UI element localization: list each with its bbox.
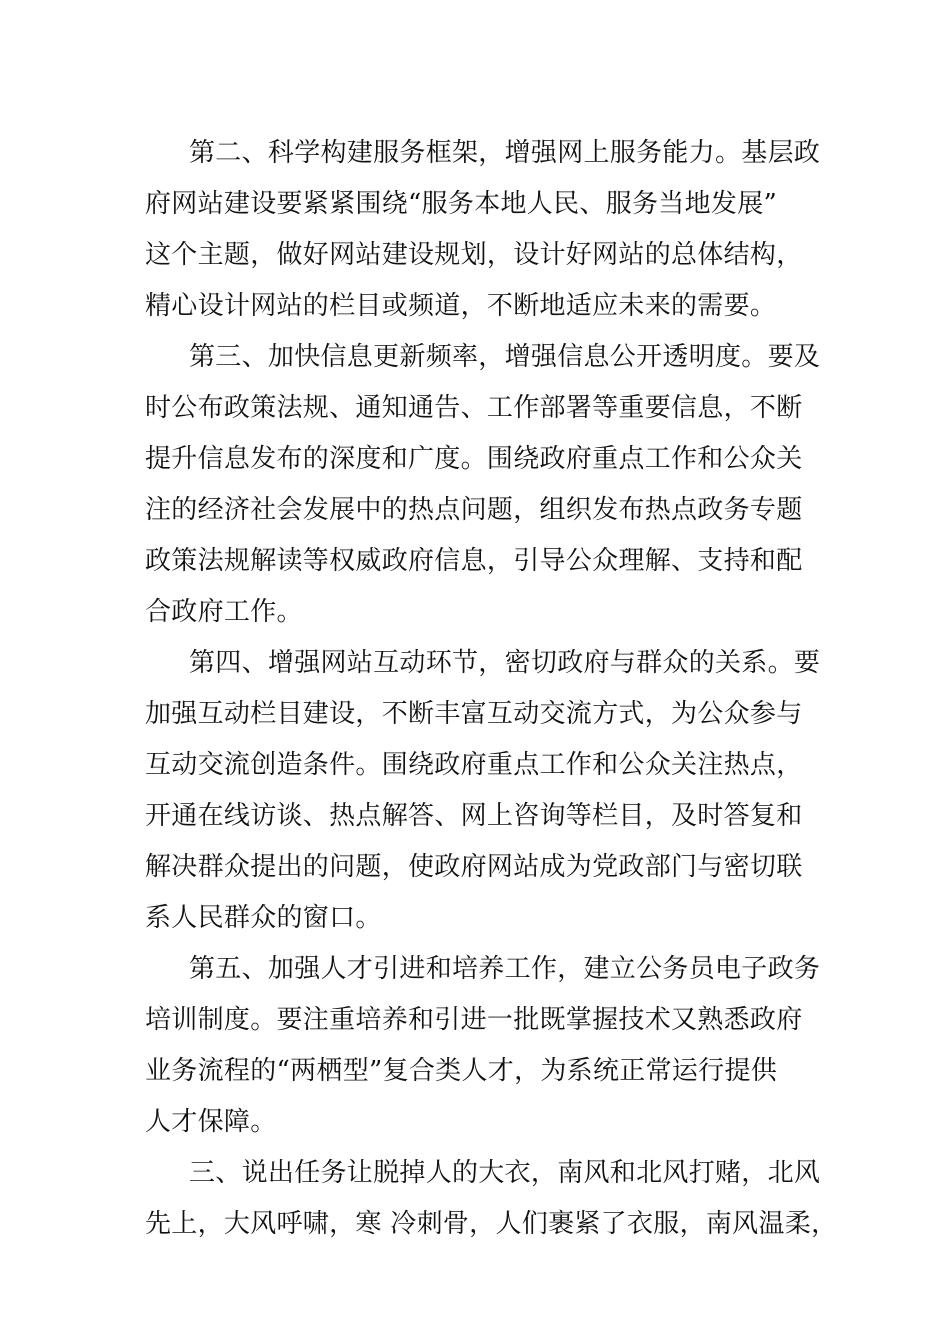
text-line: 人才保障。 bbox=[145, 1107, 277, 1137]
text-line: 第五、加强人才引进和培养工作，建立公务员电子政务 bbox=[189, 954, 821, 984]
paragraph-north-south-wind bbox=[145, 1148, 838, 1250]
text-line: 互动交流创造条件。围绕政府重点工作和公众关注热点， bbox=[145, 750, 803, 780]
paragraph-information-update bbox=[145, 332, 821, 638]
text-line: 先上，大风呼啸，寒 冷刺骨，人们裹紧了衣服，南风温柔， bbox=[145, 1209, 838, 1239]
text-line: 系人民群众的窗口。 bbox=[145, 903, 382, 933]
text-line: 合政府工作。 bbox=[145, 597, 303, 627]
text-line: 第四、增强网站互动环节，密切政府与群众的关系。要 bbox=[189, 648, 821, 678]
text-line: 政策法规解读等权威政府信息，引导公众理解、支持和配 bbox=[145, 546, 803, 576]
document-body bbox=[145, 128, 838, 1250]
text-line: 培训制度。要注重培养和引进一批既掌握技术又熟悉政府 bbox=[145, 1005, 803, 1035]
text-line: 开通在线访谈、热点解答、网上咨询等栏目，及时答复和 bbox=[145, 801, 803, 831]
text-line: 府网站建设要紧紧围绕“服务本地人民、服务当地发展” bbox=[145, 189, 778, 219]
text-line: 精心设计网站的栏目或频道，不断地适应未来的需要。 bbox=[145, 291, 777, 321]
text-line: 时公布政策法规、通知通告、工作部署等重要信息，不断 bbox=[145, 393, 803, 423]
text-line: 注的经济社会发展中的热点问题，组织发布热点政务专题 bbox=[145, 495, 803, 525]
text-line: 业务流程的“两栖型”复合类人才，为系统正常运行提供 bbox=[145, 1056, 778, 1086]
text-line: 加强互动栏目建设，不断丰富互动交流方式，为公众参与 bbox=[145, 699, 803, 729]
paragraph-service-framework bbox=[145, 128, 821, 332]
text-line: 三、说出任务让脱掉人的大衣，南风和北风打赌，北风 bbox=[189, 1158, 821, 1188]
paragraph-interaction bbox=[145, 638, 821, 944]
text-line: 提升信息发布的深度和广度。围绕政府重点工作和公众关 bbox=[145, 444, 803, 474]
text-line: 第三、加快信息更新频率，增强信息公开透明度。要及 bbox=[189, 342, 821, 372]
paragraph-talent bbox=[145, 944, 821, 1148]
text-line: 解决群众提出的问题，使政府网站成为党政部门与密切联 bbox=[145, 852, 803, 882]
text-line: 这个主题，做好网站建设规划，设计好网站的总体结构， bbox=[145, 240, 803, 270]
text-line: 第二、科学构建服务框架，增强网上服务能力。基层政 bbox=[189, 138, 821, 168]
